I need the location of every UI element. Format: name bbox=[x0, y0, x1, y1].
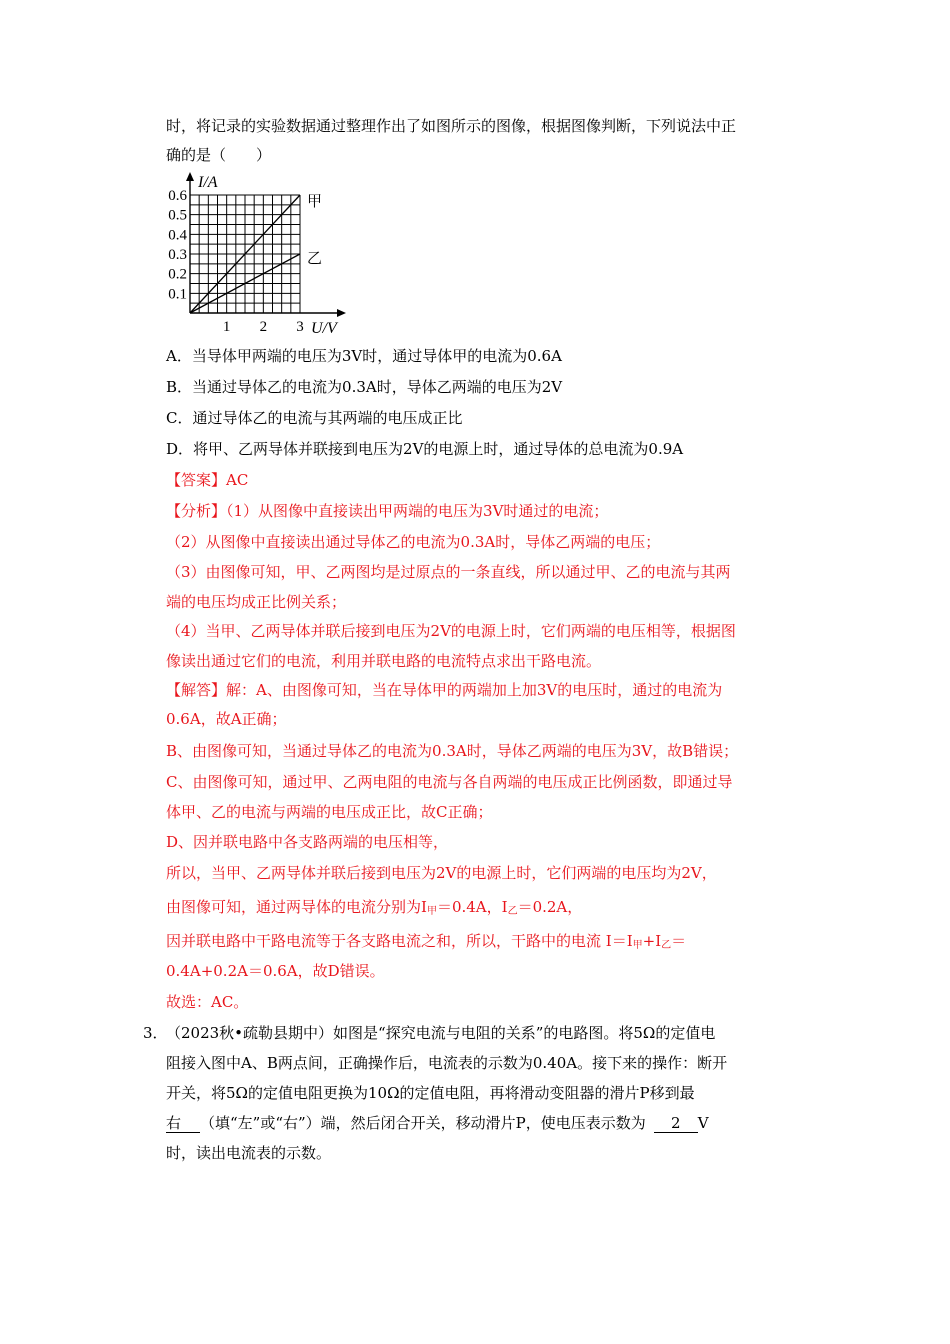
series-label-jia: 甲 bbox=[307, 192, 323, 210]
x-tick-label: 3 bbox=[296, 319, 304, 335]
analysis-line4: 端的电压均成正比例关系； bbox=[166, 593, 347, 611]
analysis-line3: （3）由图像可知，甲、乙两图均是过原点的一条直线，所以通过甲、乙的电流与其两 bbox=[166, 563, 731, 581]
q2-stem-line1: 时，将记录的实验数据通过整理作出了如图所示的图像，根据图像判断，下列说法中正 bbox=[166, 117, 737, 135]
q3-line4-unit: V bbox=[697, 1114, 709, 1132]
solution-line9-part3: ＝ bbox=[671, 932, 687, 950]
solution-line5: 体甲、乙的电流与两端的电压成正比，故C正确； bbox=[166, 803, 493, 821]
q3-line4-mid: （填“左”或“右”）端，然后闭合开关，移动滑片P，使电压表示数为 bbox=[200, 1114, 646, 1132]
q2-stem-line2: 确的是（ ） bbox=[166, 146, 272, 164]
solution-line7: 所以，当甲、乙两导体并联后接到电压为2V的电源上时，它们两端的电压均为2V， bbox=[166, 864, 717, 882]
x-axis-label: U/V bbox=[311, 320, 337, 337]
solution-line8-part1: 由图像可知，通过两导体的电流分别为I bbox=[166, 898, 427, 916]
q3-line1: （2023秋•疏勒县期中）如图是“探究电流与电阻的关系”的电路图。将5Ω的定值电 bbox=[166, 1024, 716, 1042]
y-tick-label: 0.4 bbox=[168, 227, 187, 244]
solution-line8 bbox=[166, 896, 582, 923]
y-tick-label: 0.5 bbox=[168, 207, 187, 224]
subscript-yi: 乙 bbox=[507, 906, 518, 917]
x-tick-label: 1 bbox=[222, 319, 231, 335]
option-a: A．当导体甲两端的电压为3V时，通过导体甲的电流为0.6A bbox=[166, 347, 562, 365]
option-d: D．将甲、乙两导体并联接到电压为2V的电源上时，通过导体的总电流为0.9A bbox=[166, 440, 684, 458]
q3-line3: 开关，将5Ω的定值电阻更换为10Ω的定值电阻，再将滑动变阻器的滑片P移到最 bbox=[166, 1084, 695, 1102]
x-tick-label: 2 bbox=[259, 319, 268, 335]
solution-line8-part2: ＝0.4A，I bbox=[436, 898, 508, 916]
solution-line6: D、因并联电路中各支路两端的电压相等， bbox=[166, 833, 449, 851]
option-c: C．通过导体乙的电流与其两端的电压成正比 bbox=[166, 409, 463, 427]
solution-line10: 0.4A+0.2A＝0.6A，故D错误。 bbox=[166, 962, 385, 980]
subscript-yi: 乙 bbox=[661, 940, 672, 951]
i-u-graph bbox=[160, 168, 360, 340]
solution-line8-part3: ＝0.2A， bbox=[517, 898, 583, 916]
q3-line4 bbox=[166, 1112, 709, 1134]
y-tick-label: 0.6 bbox=[168, 188, 187, 204]
blank-answer-right: 右 bbox=[166, 1114, 200, 1133]
y-tick-label: 0.3 bbox=[168, 247, 187, 263]
q3-line2: 阻接入图中A、B两点间，正确操作后，电流表的示数为0.40A。接下来的操作：断开 bbox=[166, 1054, 728, 1072]
solution-line9-part1: 因并联电路中干路电流等于各支路电流之和，所以，干路中的电流 I＝I bbox=[166, 932, 633, 950]
answer: 【答案】AC bbox=[166, 471, 249, 489]
solution-line1: 【解答】解：A、由图像可知，当在导体甲的两端加上加3V的电压时，通过的电流为 bbox=[166, 681, 723, 699]
subscript-jia: 甲 bbox=[426, 906, 437, 917]
solution-line2: 0.6A，故A正确； bbox=[166, 710, 287, 728]
solution-line3: B、由图像可知，当通过导体乙的电流为0.3A时，导体乙两端的电压为3V，故B错误； bbox=[166, 742, 739, 760]
solution-line9-part2: +I bbox=[642, 932, 662, 950]
q3-line5: 时，读出电流表的示数。 bbox=[166, 1144, 332, 1162]
solution-line11: 故选：AC。 bbox=[166, 993, 249, 1011]
series-label-yi: 乙 bbox=[307, 249, 323, 267]
x-axis-arrow bbox=[337, 309, 346, 317]
blank-answer-voltage: 2 bbox=[654, 1114, 698, 1133]
q3-number: 3． bbox=[143, 1024, 168, 1042]
analysis-line2: （2）从图像中直接读出通过导体乙的电流为0.3A时，导体乙两端的电压； bbox=[166, 533, 661, 551]
solution-line9 bbox=[166, 930, 686, 957]
y-axis-arrow bbox=[186, 172, 194, 181]
y-tick-label: 0.2 bbox=[168, 266, 187, 283]
subscript-jia: 甲 bbox=[632, 940, 643, 951]
analysis-line5: （4）当甲、乙两导体并联后接到电压为2V的电源上时，它们两端的电压相等，根据图 bbox=[166, 622, 736, 640]
analysis-line1: 【分析】（1）从图像中直接读出甲两端的电压为3V时通过的电流； bbox=[166, 502, 609, 520]
solution-line4: C、由图像可知，通过甲、乙两电阻的电流与各自两端的电压成正比例函数，即通过导 bbox=[166, 773, 733, 791]
y-axis-label: I/A bbox=[198, 174, 218, 191]
option-b: B．当通过导体乙的电流为0.3A时，导体乙两端的电压为2V bbox=[166, 378, 563, 396]
analysis-line6: 像读出通过它们的电流，利用并联电路的电流特点求出干路电流。 bbox=[166, 652, 602, 670]
y-tick-label: 0.1 bbox=[168, 286, 187, 303]
